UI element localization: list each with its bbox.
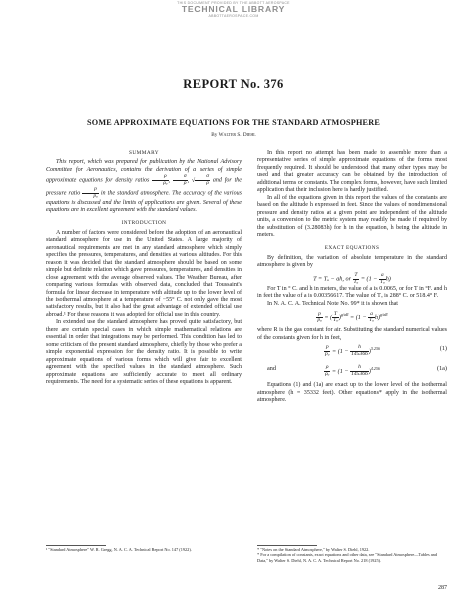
footnote-rule-right	[257, 545, 317, 546]
equation-1: $\frac{p}{\text{pₒ}}$ = (1 − $\frac{h}{145366}$ )$^{5.256}$ (1)	[325, 344, 447, 358]
summary-heading: SUMMARY	[129, 150, 159, 156]
footnote-right-2: * For a compilation of constants, exact equations and other data, see "Standard Atmosphere—Tables and Data," by Walter S. Diehl, N. A. C. A. Technical Report No. 218 (1925).	[257, 552, 437, 563]
eq1-constant: 145366	[351, 351, 368, 358]
author-line	[0, 132, 467, 138]
summary-para-1b-pre: for density ratios	[105, 178, 150, 185]
footnote-right-1: * "Notes on the Standard Atmosphere," by Walter S. Diehl, 1922.	[257, 547, 370, 552]
right-para-7: Equations (1) and (1a) are exact up to the lower level of the isothermal atmosphere (h = 35332 feet). Other equations* apply in the isothermal atmosphere.	[257, 382, 447, 403]
left-column	[46, 150, 242, 386]
right-para-3: By definition, the variation of absolute temperature in the standard atmosphere is given by	[257, 254, 447, 269]
right-column	[257, 150, 447, 404]
library-banner	[0, 0, 467, 20]
right-para-4: For T in ° C. and h in meters, the value of a is 0.0065, or for T in °F. and h in feet the value of a is 0.00356617. The value of Tₒ is 288° C. or 518.4° F.	[257, 285, 447, 300]
eq1a-exponent: 4.256	[370, 366, 380, 372]
page-number: 287	[438, 585, 447, 591]
summary-para-1: This report, which was prepared for publication by the National Advisory Committee for Aeronautics, contains the derivation of a series of simple approximate equations	[46, 159, 242, 185]
right-para-2: In all of the equations given in this report the values of the constants are based on the altitude h expressed in feet. Since the values of nondimensional pressure and density ratios at a given point are independent of the altitude units, a conversion to the metric system may readily be made if required by the substitution of (3.28083h) for h in the equation, h being the altitude in meters.	[257, 194, 447, 238]
intro-para-2: In extended use the standard atmosphere has proved quite satisfactory, but there are certain special cases in which simple mathematical relations are essential in order that integrations may be performed. This condition has led to some criticism of the present standard atmosphere, chiefly by those who prefer a simple exponential expression for the density ratio. It is possible to write approximate equations of various forms which will give fair to excellent agreement with the specified values in the standard atmosphere. Such approximate equations are sufficiently accurate to meet all ordinary requirements. The need for a systematic series of these equations is apparent.	[46, 319, 242, 385]
author-by: By	[211, 132, 218, 138]
exact-equations-heading: EXACT EQUATIONS	[324, 245, 380, 252]
report-number-title: REPORT No. 376	[183, 77, 284, 91]
eq1-exponent: 5.256	[370, 346, 380, 352]
density-ratio-formula: $\frac{\rho}{\text{ρₒ}}$ , $\frac{\sigma}{\rho}$ , √ $\frac{\sigma}{\rho}$	[152, 178, 213, 184]
pressure-temperature-equation: $\frac{p}{\text{pₒ}}$ = ( $\frac{T}{\text{Tₒ}}$ )$^{g/aR}$ = (1 − $\frac{a}{\text{Tₒ}}$ h)$^{g/aR}$	[317, 310, 388, 324]
summary-text	[46, 159, 242, 214]
footnote-right	[257, 547, 447, 563]
paper-title: SOME APPROXIMATE EQUATIONS FOR THE STANDARD ATMOSPHERE	[87, 118, 380, 127]
introduction-heading: INTRODUCTION	[121, 220, 167, 227]
footnote-rule-left	[46, 545, 106, 546]
equation-1a: and $\frac{\rho}{\text{ρₒ}}$ = (1 − $\frac{h}{145366}$ )$^{4.256}$ (1a)	[267, 364, 447, 378]
right-para-5: In N. A. C. A. Technical Note No. 99* it is shown that	[267, 300, 398, 307]
summary-para-1b-mid: and for the pressure ratio	[46, 178, 242, 197]
banner-top-line: THIS DOCUMENT PROVIDED BY THE ABBOTT AEROSPACE	[177, 1, 290, 5]
temperature-equation-text: T = Tₒ − ah, or	[313, 275, 351, 283]
author-name: Walter S. Diehl	[218, 132, 256, 138]
temperature-equation: T = Tₒ − ah, or $\frac{T}{\text{Tₒ}}$ = (1 − $\frac{a}{\text{Tₒ}}$ h)	[313, 271, 391, 285]
equation-1a-number: (1a)	[437, 365, 447, 373]
banner-library-name: TECHNICAL LIBRARY	[181, 4, 286, 14]
summary-para-1c: in the standard atmosphere. The accuracy of the various equations is discussed and the limits of applications are given. Several of these equations are in excellent agreement with the standard values.	[46, 190, 243, 213]
pressure-ratio-formula: $\frac{p}{\text{pₒ}}$	[82, 191, 98, 197]
eq1a-constant: 145366	[351, 371, 368, 378]
equation-1-number: (1)	[439, 345, 447, 353]
footnote-left: ¹ "Standard Atmosphere" W. R. Gregg, N. A. C. A. Technical Report No. 147 (1922).	[46, 547, 192, 552]
right-para-6: where R is the gas constant for air. Substituting the standard numerical values of the constants given for h in feet,	[257, 327, 447, 341]
right-para-1: In this report no attempt has been made to assemble more than a representative series of simple approximate equations of the forms most frequently required. It should be understood that many other types may be used and that greater accuracy can be obtained by the introduction of additional terms or constants. The complex forms, however, have such limited application that their inclusion here is hardly justified.	[257, 150, 447, 194]
equation-1a-and: and	[267, 365, 276, 373]
banner-url: ABBOTTAEROSPACE.COM	[208, 14, 259, 18]
intro-para-1: A number of factors were considered before the adoption of an aeronautical standard atmosphere for use in the United States. A large majority of aeronautical requirements are met in any standard atmosphere which simply specifies the pressures, temperatures, and densities at various altitudes. For this reason it was decided that the standard atmosphere should be based on some simple but definite relation which gave pressures, temperatures, and densities in close agreement with the average observed values. The Weather Bureau, after comparing various formulas with observed data, concluded that Toussaint's formula for linear decrease in temperature with altitude up to the lower level of the isothermal atmosphere at a temperature of −55° C. not only gave the most satisfactory results, but it also had the great advantage of extended official use abroad.¹ For these reasons it was adopted for official use in this country.	[46, 229, 242, 318]
